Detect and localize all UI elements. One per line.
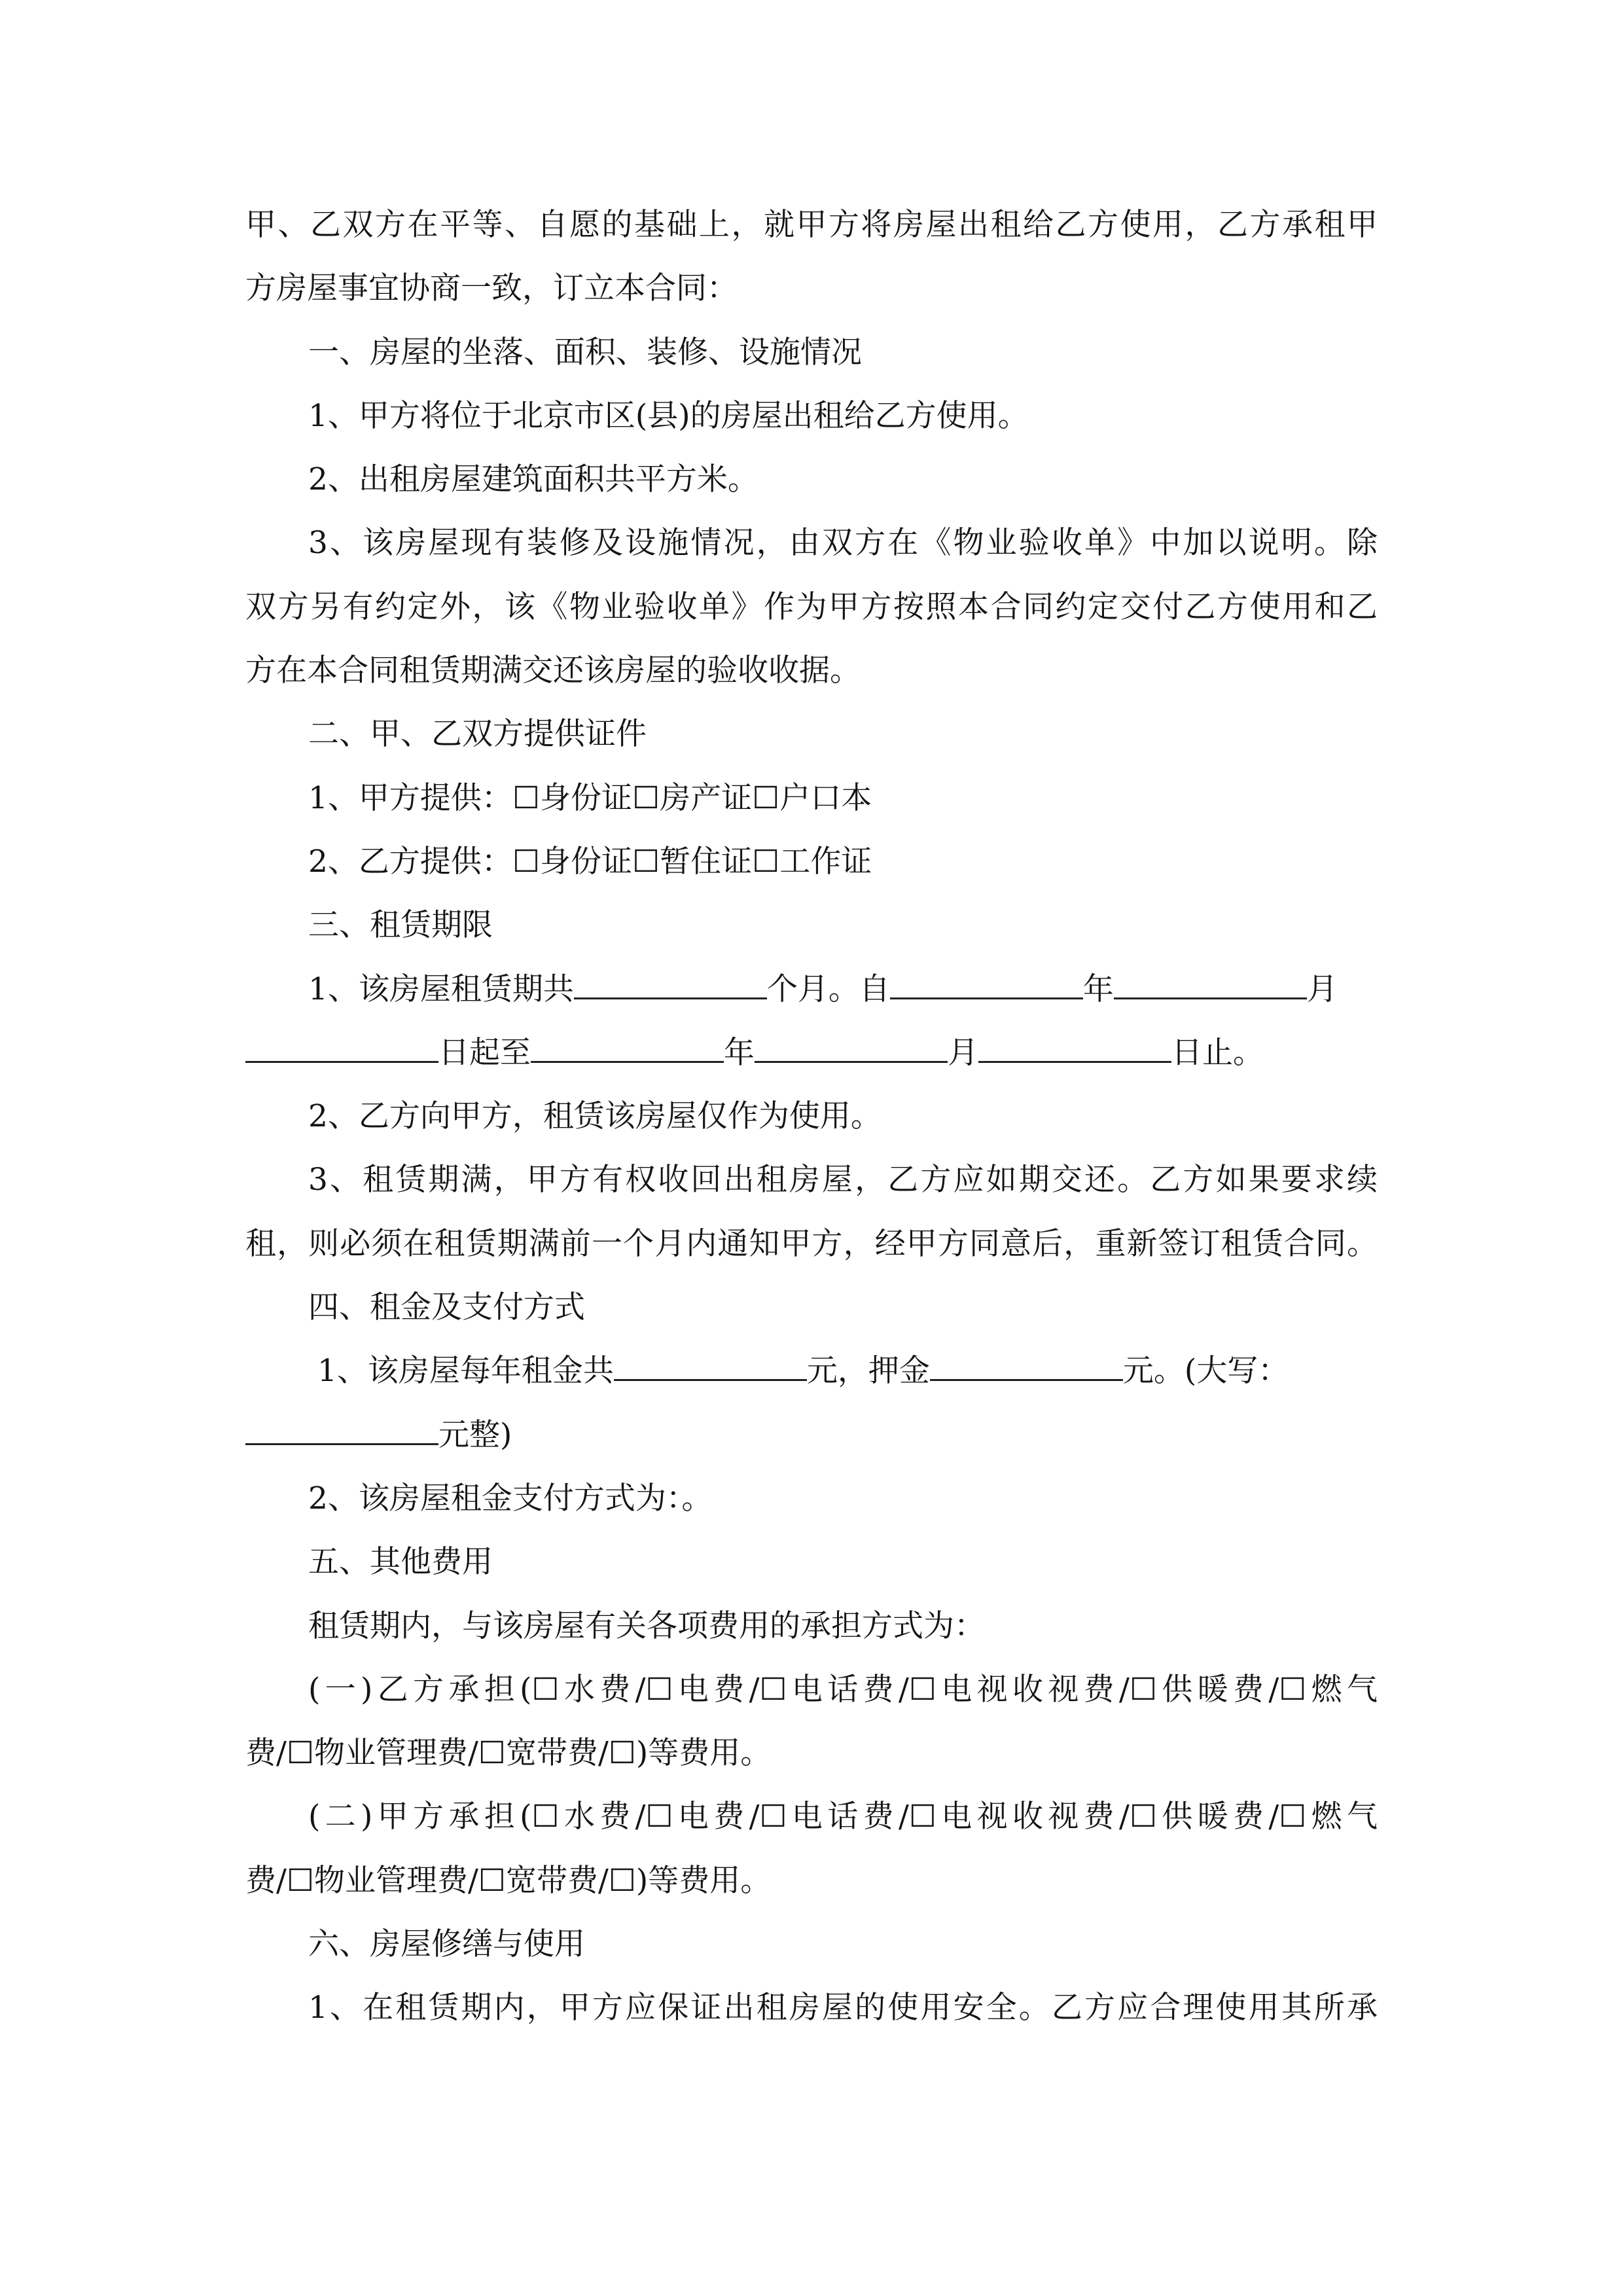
section-heading: 二、甲、乙双方提供证件	[308, 716, 647, 753]
rent-text: 元。(大写：	[1122, 1353, 1289, 1390]
rent-line-2	[245, 1403, 1378, 1467]
clause-line: 2、该房屋租金支付方式为：。	[308, 1480, 713, 1516]
term-text: 日起至	[438, 1034, 531, 1071]
section-heading: 一、房屋的坐落、面积、装修、设施情况	[308, 334, 862, 370]
clause-line: 1、甲方提供：☐身份证☐房产证☐户口本	[308, 780, 872, 816]
paragraph-line: 租，则必须在租赁期满前一个月内通知甲方，经甲方同意后，重新签订租赁合同。	[245, 1225, 1378, 1262]
section-heading: 四、租金及支付方式	[308, 1289, 585, 1326]
blank-field[interactable]	[614, 1352, 807, 1381]
term-text: 年	[1082, 971, 1114, 1007]
clause-line: 3、租赁期满，甲方有权收回出租房屋，乙方应如期交还。乙方如果要求续	[308, 1162, 1378, 1198]
clause-line: (一)乙方承担(☐水费/☐电费/☐电话费/☐电视收视费/☐供暖费/☐燃气	[308, 1671, 1378, 1708]
blank-field[interactable]	[531, 1033, 724, 1063]
blank-field[interactable]	[890, 970, 1083, 999]
clause-line: 1、在租赁期内，甲方应保证出租房屋的使用安全。乙方应合理使用其所承	[308, 1990, 1378, 2026]
term-text: 年	[724, 1034, 755, 1071]
term-text: 日止。	[1171, 1034, 1264, 1071]
blank-field[interactable]	[755, 1033, 948, 1063]
lease-term-line-1	[245, 958, 1378, 1021]
clause-line: 2、乙方提供：☐身份证☐暂住证☐工作证	[308, 843, 872, 880]
term-text: 个月。自	[766, 971, 890, 1007]
term-text: 1、该房屋租赁期共	[308, 971, 574, 1007]
blank-field[interactable]	[978, 1033, 1171, 1063]
blank-field[interactable]	[245, 1416, 438, 1445]
blank-field[interactable]	[930, 1352, 1123, 1381]
term-text: 月	[948, 1034, 978, 1071]
paragraph-line: 费/☐物业管理费/☐宽带费/☐)等费用。	[245, 1862, 772, 1899]
blank-field[interactable]	[1114, 970, 1307, 999]
paragraph-line: 方房屋事宜协商一致，订立本合同：	[245, 270, 738, 307]
term-text: 月	[1306, 971, 1338, 1007]
blank-field[interactable]	[245, 1033, 438, 1063]
clause-line: 2、乙方向甲方，租赁该房屋仅作为使用。	[308, 1098, 882, 1135]
rent-text: 元整)	[438, 1416, 512, 1453]
clause-line: 1、甲方将位于北京市区(县)的房屋出租给乙方使用。	[308, 397, 1029, 434]
section-heading: 五、其他费用	[308, 1544, 493, 1581]
lease-term-line-2	[245, 1021, 1378, 1085]
clause-line: (二)甲方承担(☐水费/☐电费/☐电话费/☐电视收视费/☐供暖费/☐燃气	[308, 1799, 1378, 1835]
paragraph-line: 方在本合同租赁期满交还该房屋的验收收据。	[245, 653, 861, 689]
clause-line: 3、该房屋现有装修及设施情况，由双方在《物业验收单》中加以说明。除	[308, 525, 1378, 562]
rent-text: 元，押金	[806, 1353, 930, 1390]
section-heading: 六、房屋修缮与使用	[308, 1926, 585, 1963]
paragraph-line: 费/☐物业管理费/☐宽带费/☐)等费用。	[245, 1735, 772, 1772]
paragraph-line: 双方另有约定外，该《物业验收单》作为甲方按照本合同约定交付乙方使用和乙	[245, 588, 1378, 625]
paragraph-line: 甲、乙双方在平等、自愿的基础上，就甲方将房屋出租给乙方使用，乙方承租甲	[245, 207, 1378, 243]
contract-body	[245, 193, 1378, 2040]
blank-field[interactable]	[574, 970, 767, 999]
clause-line: 2、出租房屋建筑面积共平方米。	[308, 461, 758, 498]
clause-line: 租赁期内，与该房屋有关各项费用的承担方式为：	[308, 1607, 985, 1644]
rent-text: 1、该房屋每年租金共	[317, 1353, 614, 1390]
section-heading: 三、租赁期限	[308, 907, 493, 944]
rent-line-1	[245, 1339, 1378, 1403]
